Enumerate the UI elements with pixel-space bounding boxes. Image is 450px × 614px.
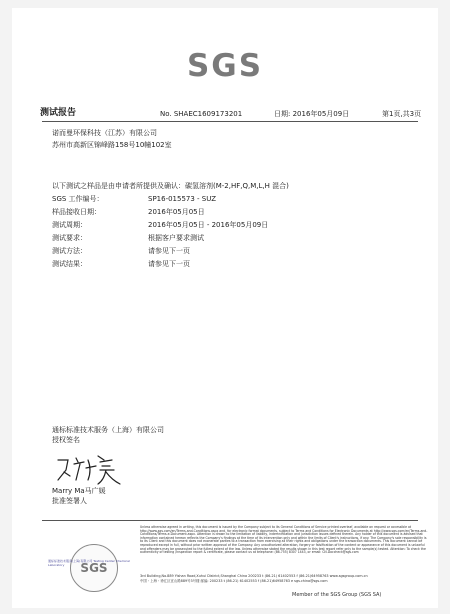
member-of-sgs-group: Member of the SGS Group (SGS SA)	[292, 592, 382, 598]
report-number: No. SHAEC1609173201	[160, 110, 243, 118]
report-title: 测试报告	[40, 108, 77, 118]
client-name: 诺而曼环保科技（江苏）有限公司	[52, 129, 157, 137]
address-chinese: 中国・上海・徐汇区宜山路889号3号楼 邮编: 200233 t (86-21) 61402553 f (86-21)64958763 e sgs.china@sgs.com	[140, 579, 328, 583]
report-date: 日期: 2016年05月09日	[274, 110, 350, 118]
report-page	[12, 8, 438, 608]
page-count: 第1页,共3页	[382, 110, 422, 118]
job-number-label: SGS 工作编号：	[52, 195, 104, 203]
test-request-value: 根据客户要求测试	[148, 234, 204, 242]
test-method-value: 请参见下一页	[148, 247, 190, 255]
signatory-name: Marry Ma马广媛	[52, 487, 106, 495]
sgs-seal: SGS	[70, 544, 118, 592]
test-request-label: 测试要求：	[52, 234, 87, 242]
test-result-value: 请参见下一页	[148, 260, 190, 268]
footer-rule	[42, 520, 418, 521]
client-address: 苏州市高新区锦峰路158号10幢102室	[52, 141, 172, 149]
authenticity-attention: Attention: To check the authenticity of testing /inspection report & certificate, please contact us at telephone: (86-755) 8307 1443, or email: CN.Doccheck@sgs.com	[140, 546, 426, 555]
terms-text: Unless otherwise agreed in writing, this document is issued by the Company subject to its General Conditions of Service printed overleaf, available on request or accessible at http://www.sgs.com/en/Terms-and-Conditions.aspx and, for electronic format documents, subject to Terms and Conditions for Electronic Documents at http://www.sgs.com/en/Terms-and-Conditions/Terms-e-Document.aspx. Attention is drawn to the limitation of liability, indemnification and jurisdiction issues defined therein. Any holder of this document is advised that information contained hereon reflects the Company's findings at the time of its intervention only and within the limits of Client's instructions, if any. The Company's sole responsibility is to its Client and this document does not exonerate parties to a transaction from exercising all their rights and obligations under the transaction documents. This document cannot be reproduced except in full, without prior written approval of the Company. Any unauthorized alteration, forgery or falsification of the content or appearance of this document is unlawful and offenders may be prosecuted to the fullest extent of the law. Unless otherwise stated the results shown in this test report refer only to the sample(s) tested.	[140, 525, 428, 551]
test-method-label: 测试方法：	[52, 247, 87, 255]
signatory-company: 通标标准技术服务（上海）有限公司	[52, 426, 164, 434]
address-english: 3rd Building,No.889 Yishan Road,Xuhui District,Shanghai China 200233 t (86-21) 61402553 f (86-21)64958763 www.sgsgroup.com.cn	[140, 574, 368, 578]
receipt-date-value: 2016年05月05日	[148, 208, 205, 216]
sample-intro: 以下测试之样品是由申请者所提供及确认：碳氢溶剂(M-2,HF,Q,M,L,H 混合)	[52, 182, 289, 190]
job-number-value: SP16-015573 - SUZ	[148, 195, 217, 203]
signatory-title: 批准签署人	[52, 497, 87, 505]
sgs-logo: SGS	[186, 48, 264, 84]
handwritten-signature	[54, 450, 124, 488]
test-period-label: 测试周期：	[52, 221, 87, 229]
receipt-date-label: 样品接收日期：	[52, 208, 101, 216]
seal-ring-text: 通标标准技术服务(上海)有限公司 Testing Center Chemical Laboratory	[48, 559, 130, 567]
test-result-label: 测试结果：	[52, 260, 87, 268]
terms-fine-print	[140, 526, 430, 555]
test-period-value: 2016年05月05日 - 2016年05月09日	[148, 221, 269, 229]
header-rule	[42, 121, 418, 122]
signatory-role: 授权签名	[52, 436, 80, 444]
